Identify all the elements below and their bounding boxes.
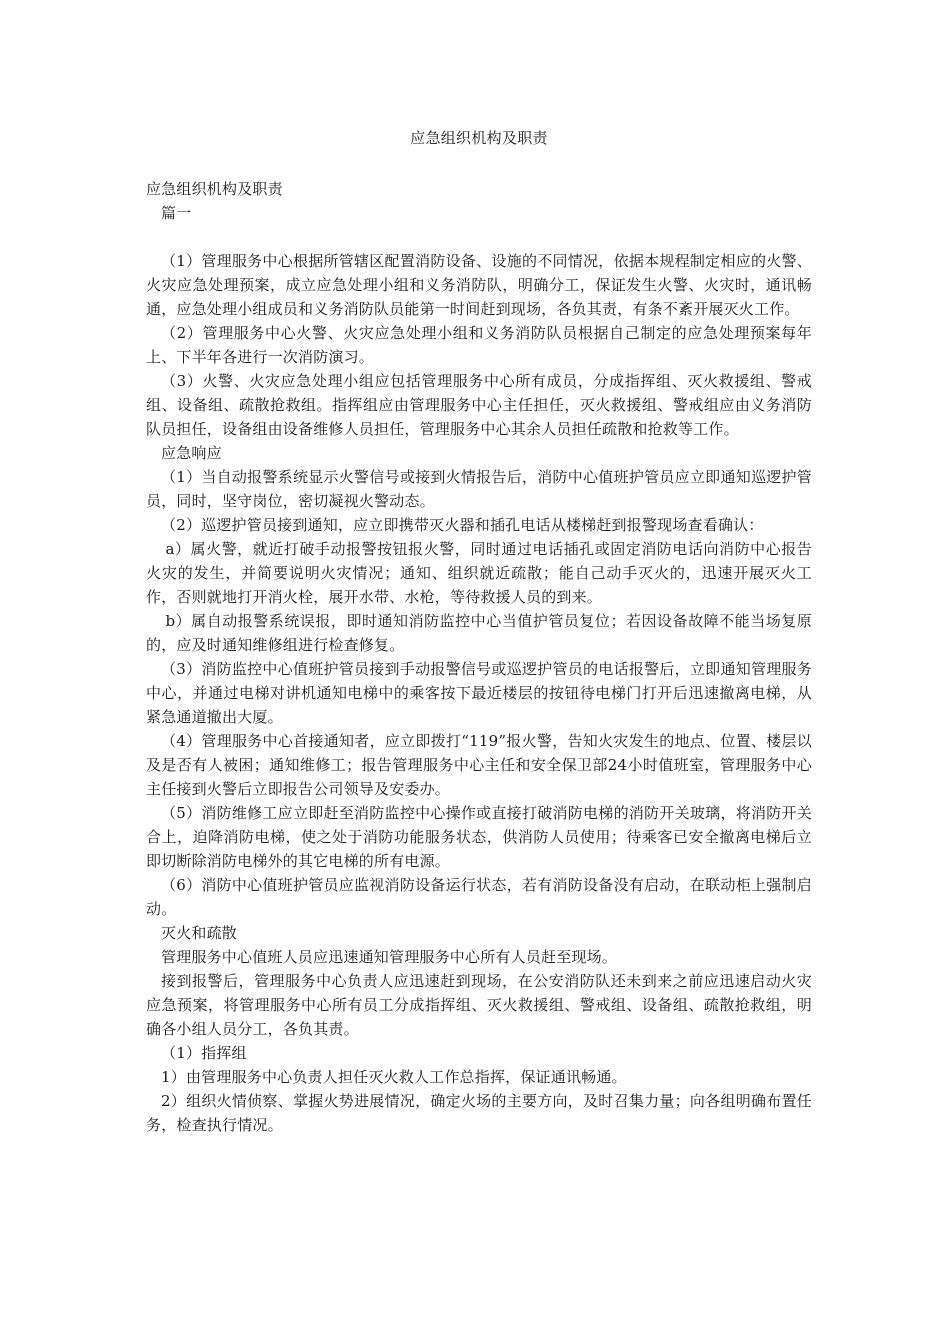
document-body — [146, 177, 812, 1137]
paragraph: （1）管理服务中心根据所管辖区配置消防设备、设施的不同情况，依据本规程制定相应的火警、火灾应急处理预案，成立应急处理小组和义务消防队，明确分工，保证发生火警、火灾时，通讯畅通，应急处理小组成员和义务消防队员能第一时间赶到现场，各负其责，有条不紊开展灭火工作。 — [146, 252, 812, 318]
paragraph: （6）消防中心值班护管员应监视消防设备运行状态，若有消防设备没有启动，在联动柜上强制启动。 — [146, 876, 812, 918]
subheading-emergency-response: 应急响应 — [161, 444, 222, 462]
paragraph: 2）组织火情侦察、掌握火势进展情况，确定火场的主要方向，及时召集力量；向各组明确布置任务，检查执行情况。 — [146, 1092, 812, 1134]
paragraph: （3）消防监控中心值班护管员接到手动报警信号或巡逻护管员的电话报警后，立即通知管理服务中心，并通过电梯对讲机通知电梯中的乘客按下最近楼层的按钮待电梯门打开后迅速撤离电梯，从紧急通道撤出大厦。 — [146, 660, 812, 726]
paragraph: a）属火警，就近打破手动报警按钮报火警，同时通过电话插孔或固定消防电话向消防中心报告火灾的发生，并简要说明火灾情况；通知、组织就近疏散；能自己动手灭火的，迅速开展灭火工作，否则就地打开消火栓，展开水带、水枪，等待救援人员的到来。 — [146, 540, 812, 606]
document-title: 应急组织机构及职责 — [410, 129, 548, 147]
part-label: 篇一 — [161, 204, 192, 222]
paragraph: b）属自动报警系统误报，即时通知消防监控中心当值护管员复位；若因设备故障不能当场复原的，应及时通知维修组进行检查修复。 — [146, 612, 812, 654]
paragraph: 1）由管理服务中心负责人担任灭火救人工作总指挥，保证通讯畅通。 — [161, 1068, 627, 1086]
paragraph: （2）巡逻护管员接到通知，应立即携带灭火器和插孔电话从楼梯赶到报警现场查看确认： — [161, 516, 764, 534]
paragraph: （1）指挥组 — [161, 1044, 247, 1062]
paragraph: （5）消防维修工应立即赶至消防监控中心操作或直接打破消防电梯的消防开关玻璃，将消防开关合上，迫降消防电梯，使之处于消防功能服务状态，供消防人员使用；待乘客已安全撤离电梯后立即切断除消防电梯外的其它电梯的所有电源。 — [146, 804, 812, 870]
paragraph: （3）火警、火灾应急处理小组应包括管理服务中心所有成员，分成指挥组、灭火救援组、警戒组、设备组、疏散抢救组。指挥组应由管理服务中心主任担任，灭火救援组、警戒组应由义务消防队员担任，设备组由设备维修人员担任，管理服务中心其余人员担任疏散和抢救等工作。 — [146, 372, 812, 438]
subheading-firefighting: 灭火和疏散 — [161, 924, 238, 942]
paragraph: 管理服务中心值班人员应迅速通知管理服务中心所有人员赶至现场。 — [161, 948, 618, 966]
paragraph: 接到报警后，管理服务中心负责人应迅速赶到现场，在公安消防队还未到来之前应迅速启动火灾应急预案，将管理服务中心所有员工分成指挥组、灭火救援组、警戒组、设备组、疏散抢救组，明确各小组人员分工，各负其责。 — [146, 972, 812, 1038]
paragraph: （4）管理服务中心首接通知者，应立即拨打“119”报火警，告知火灾发生的地点、位置、楼层以及是否有人被困；通知维修工；报告管理服务中心主任和安全保卫部24小时值班室，管理服务中心主任接到火警后立即报告公司领导及安委办。 — [146, 732, 812, 798]
paragraph: （1）当自动报警系统显示火警信号或接到火情报告后，消防中心值班护管员应立即通知巡逻护管员，同时，坚守岗位，密切凝视火警动态。 — [146, 468, 812, 510]
paragraph: （2）管理服务中心火警、火灾应急处理小组和义务消防队员根据自己制定的应急处理预案每年上、下半年各进行一次消防演习。 — [146, 324, 812, 366]
section-heading: 应急组织机构及职责 — [146, 180, 283, 198]
blank-line — [146, 225, 812, 249]
